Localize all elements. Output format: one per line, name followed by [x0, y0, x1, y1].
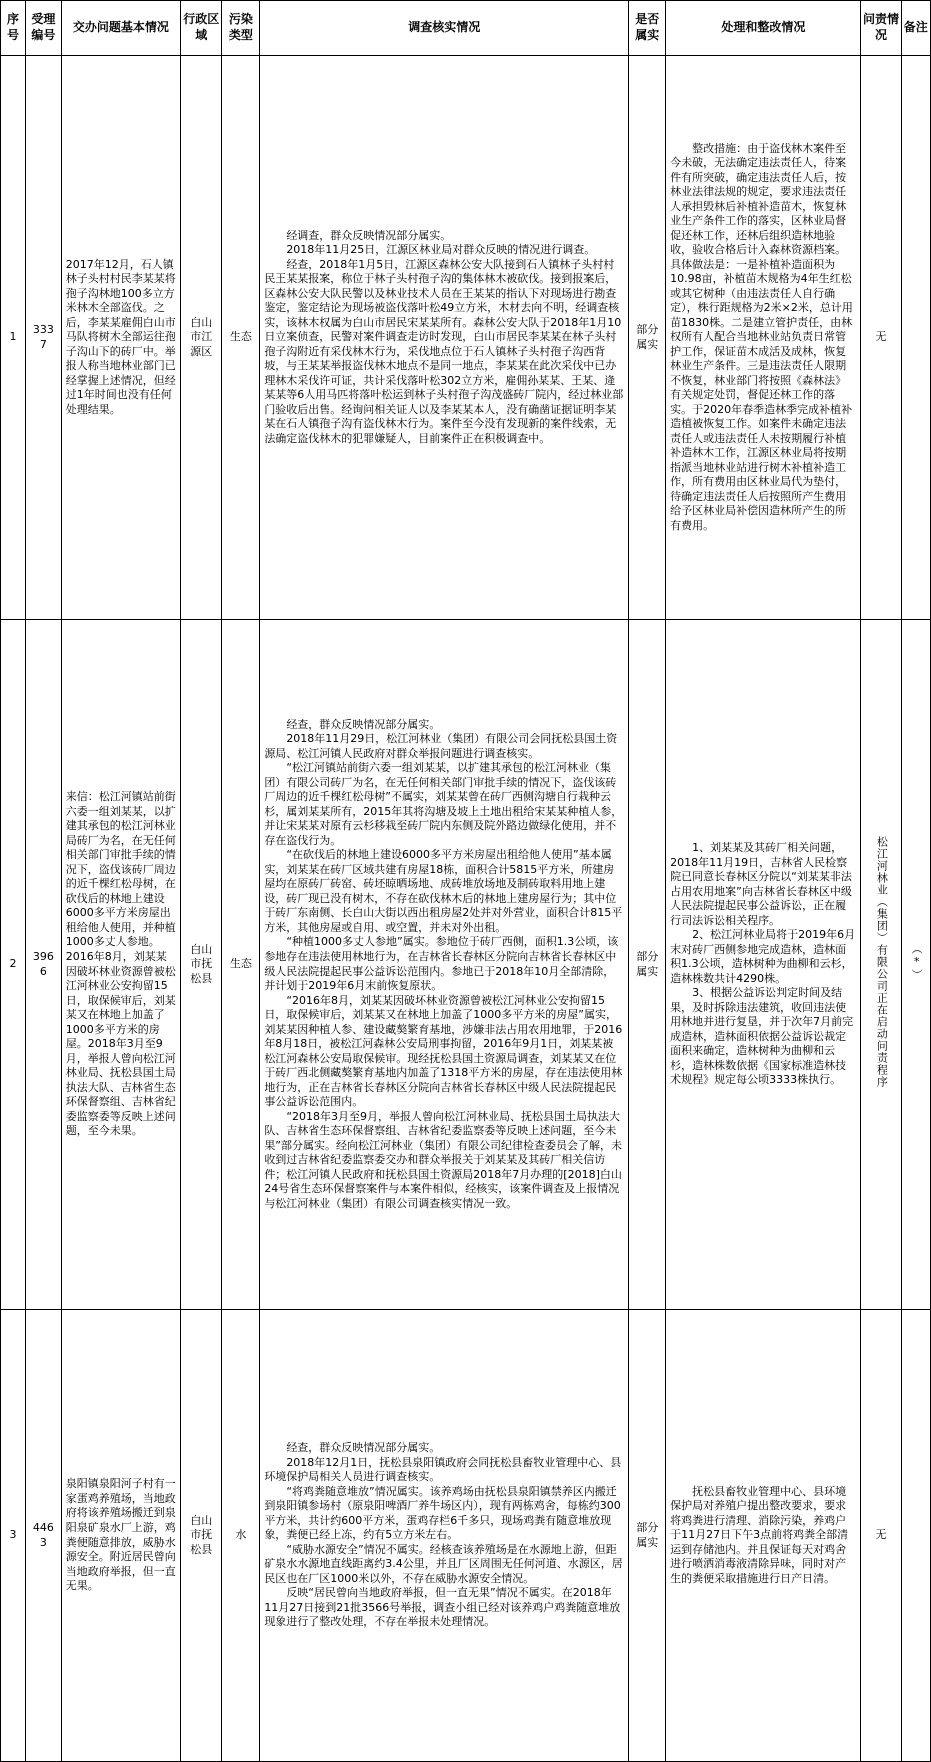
cell-investigation — [260, 56, 629, 620]
header-seq: 序号 — [1, 1, 26, 56]
cell-remarks — [901, 56, 930, 620]
header-remarks: 备注 — [901, 1, 930, 56]
header-row — [1, 1, 931, 56]
header-investigation: 调查核实情况 — [260, 1, 629, 56]
cell-issue — [61, 1310, 180, 1762]
header-id: 受理编号 — [25, 1, 61, 56]
cell-id: 4463 — [25, 1310, 61, 1762]
cell-id: 3966 — [25, 620, 61, 1310]
accountability-text: 松江河林业（集团）有限公司正在启动问责程序 — [875, 836, 889, 1089]
investigation-paragraph: 反映“居民曾向当地政府举报，但一直无果”情况不属实。在2018年11月27日接到21批3566号举报，调查小组已经对该养鸡户鸡粪随意堆放现象进行了整改处理，不存在举报未处理情况。 — [264, 1586, 621, 1629]
investigation-paragraph: 经调查，群众反映情况部分属实。 — [286, 228, 452, 242]
cell-seq: 2 — [1, 620, 26, 1310]
cell-verified: 部分属实 — [629, 1310, 666, 1762]
investigation-paragraph: 经查，2018年1月5日，江源区森林公安大队接到石人镇林子头村村民王某某报案，称位于林子头村孢子沟的集体林木被砍伐。接到报案后，区森林公安大队民警以及林业技术人员在王某某的指认下对现场进行勘查鉴定，鉴定结论为现场被盗伐落叶松49立方米，木材去向不明，经调查核实，该林木权属为白山市居民宋某某所有。森林公安大队于2018年1月10日立案侦查，民警对案件调查走访时发现，白山市居民李某某在林子头村孢子沟附近有采伐林木行为，采伐地点位于石人镇林子头村孢子沟西背坡，与王某某举报盗伐林木地点不是同一地点，李某某在此次采伐中已办理林木采伐许可证，共计采伐落叶松302立方米，雇佣孙某某、王某、逄某某等6人用马匹将落叶松运到林子头村孢子沟茂盛砖厂院内，经过林业部门验收后出售。经询问相关证人以及李某某本人，没有确凿证据证明李某某在石人镇孢子沟有盗伐林木行为。案件至今没有发现新的案件线索，无法确定盗伐林木的犯罪嫌疑人，目前案件正在积极调查中。 — [264, 257, 624, 445]
cell-pollution: 生态 — [222, 620, 260, 1310]
handling-text: 抚松县畜牧业管理中心、县环境保护局对养殖户提出整改要求，要求将鸡粪进行清理、消除污染，养鸡户于11月27日下午3点前将鸡粪全部清运到存储池内。并且保证每天对鸡舍进行喷洒消毒液清除异味，同时对产生的粪便采取措施进行日产日清。 — [670, 1484, 849, 1585]
investigation-paragraph: “松江河镇站前街六委一组刘某某，以扩建其承包的松江河林业（集团）有限公司砖厂为名，在无任何相关部门审批手续的情况下，盗伐该砖厂周边的近千棵红松母树”不属实，刘某某曾在砖厂西侧沟塘自行栽种云杉，属刘某某所有，2015年其将沟塘及坡上土地出租给宋某某种植人参，并让宋某某对原有云杉移栽至砖厂院内东侧及院外路边做绿化使用，并不存在盗伐行为。 — [264, 761, 623, 847]
cell-handling — [666, 620, 861, 1310]
cell-accountability: 无 — [861, 1310, 901, 1762]
issue-text: 2017年12月，石人镇林子头村村民李某某将孢子沟林地100多立方米林木全部盗伐。之后，李某某雇佣白山市马队将树木全部运往孢子沟山下的砖厂中。举报人称当地林业部门已经掌握上述情况，但经过1年时间也没有任何处理结果。 — [65, 257, 176, 416]
header-handling: 处理和整改情况 — [666, 1, 861, 56]
cell-investigation — [260, 1310, 629, 1762]
cell-region: 白山市抚松县 — [181, 1310, 222, 1762]
issue-text: 来信：松江河镇站前街六委一组刘某某，以扩建其承包的松江河林业局砖厂为名，在无任何相关部门审批手续的情况下，盗伐该砖厂周边的近千棵红松母树，在砍伐后的林地上建设6000多平方米房屋出租给他人使用，并种植1000多丈人参地。2016年8月，刘某某因破坏林业资源曾被松江河林业公安拘留15日，取保候审后，刘某某又在林地上加盖了1000多平方米的房屋。2018年3月至9月，举报人曾向松江河林业局、抚松县国土局执法大队、吉林省生态环保督察组、吉林省纪委监察委等反映上述问题，至今未果。 — [65, 790, 176, 1138]
cell-seq: 3 — [1, 1310, 26, 1762]
cell-handling — [666, 56, 861, 620]
cell-issue — [61, 620, 180, 1310]
header-accountability: 问责情况 — [861, 1, 901, 56]
header-pollution: 污染类型 — [222, 1, 260, 56]
cell-id: 3337 — [25, 56, 61, 620]
cell-handling — [666, 1310, 861, 1762]
cell-remarks — [901, 620, 930, 1310]
remarks-text: （*） — [910, 943, 924, 982]
investigation-paragraph: “在砍伐后的林地上建设6000多平方米房屋出租给他人使用”基本属实，刘某某在砖厂区域共建有房屋18栋，面积合计5815平方米，所建房屋均在原砖厂砖窑、砖坯晾晒场地、成砖堆放场地及制砖取料用地上建设，砖厂现已没有树木，不存在砍伐林木后的林地上建房屋行为；其中位于砖厂东南侧、长白山大街以西出租房屋2处并对外营业，面积合计815平方米，其他房屋或自用、或空置，并未对外出租。 — [264, 848, 623, 934]
table-row — [1, 1310, 931, 1762]
cell-accountability: 无 — [861, 56, 901, 620]
investigation-paragraph: “种植1000多丈人参地”属实。参地位于砖厂西侧，面积1.3公顷，该参地存在违法使用林地行为，在吉林省长春林区分院向吉林省长春林区中级人民法院提起民事公益诉讼范围内。参地已于2018年10月全部清除，并计划于2019年6月末前恢复原状。 — [264, 935, 619, 993]
cell-verified: 部分属实 — [629, 620, 666, 1310]
cell-pollution: 水 — [222, 1310, 260, 1762]
investigation-paragraph: “将鸡粪随意堆放”情况属实。该养鸡场由抚松县泉阳镇禁养区内搬迁到泉阳镇参场村（原泉阳啤酒厂养牛场区内），现有两栋鸡舍，每栋约300平方米，共计约600平方米，蛋鸡存栏6千多只，现场鸡粪有随意堆放现象，粪便已经上冻，约有5立方米左右。 — [264, 1484, 621, 1542]
cell-remarks — [901, 1310, 930, 1762]
investigation-paragraph: 2018年12月1日，抚松县泉阳镇政府会同抚松县畜牧业管理中心、县环境保护局相关人员进行调查核实。 — [264, 1455, 622, 1484]
investigation-paragraph: 经查，群众反映情况部分属实。 — [286, 717, 441, 731]
cell-region: 白山市抚松县 — [181, 620, 222, 1310]
handling-paragraph: 3、根据公益诉讼判定时间及结果，及时拆除违法建筑，收回违法使用林地并进行复垦，并于次年7月前完成造林，造林面积依据公益诉讼裁定面积来确定，造林树种为曲柳和云杉，造林株数依据《国家标准造林技术规程》规定每公顷3333株执行。 — [670, 986, 854, 1087]
cell-pollution: 生态 — [222, 56, 260, 620]
handling-paragraph: 1、刘某某及其砖厂相关问题，2018年11月19日，吉林省人民检察院已同意长春林区分院以“刘某某非法占用农用地案”向吉林省长春林区中级人民法院提起民事公益诉讼，正在履行司法诉讼相关程序。 — [670, 841, 852, 927]
investigation-paragraph: “威胁水源安全”情况不属实。经核查该养殖场是在水源地上游，但距矿泉水水源地直线距离约3.4公里，并且厂区周围无任何河道、水源区，居民区也在厂区1000米以外，不存在威胁水源安全情况。 — [264, 1542, 623, 1585]
cell-seq: 1 — [1, 56, 26, 620]
handling-text: 整改措施：由于盗伐林木案件至今未破，无法确定违法责任人，待案件有所突破，确定违法责任人后，按林业法律法规的规定，要求违法责任人承担毁林后补植补造苗木，恢复林业生产条件工作的落实，区林业局督促还林工作，还林后组织造林地验收，验收合格后计入森林资源档案。具体做法是：一是补植补造面积为10.98亩，补植苗木规格为4年生红松或其它树种（由违法责任人自行确定），株行距规格为2米×2米，总计用苗1830株。二是建立管护责任，由林权所有人配合当地林业站负责日常管护工作，保证苗木成活及成林，恢复林业生产条件。三是违法责任人限期不恢复，林业部门将按照《森林法》有关规定处罚，督促还林工作的落实。于2020年春季造林季完成补植补造植被恢复工作。如案件未确定违法责任人或违法责任人未按期履行补植补造林木工作，江源区林业局将按期指派当地林业站进行树木补植补造工作，所有费用由区林业局代为垫付，待确定违法责任人后按照所产生费用给予区林业局补偿因造林所产生的所有费用。 — [670, 141, 853, 532]
cell-investigation — [260, 620, 629, 1310]
cell-accountability — [861, 620, 901, 1310]
investigation-paragraph: 2018年11月25日，江源区林业局对群众反映的情况进行调查。 — [286, 243, 596, 257]
header-region: 行政区域 — [181, 1, 222, 56]
cell-region: 白山市江源区 — [181, 56, 222, 620]
header-issue: 交办问题基本情况 — [61, 1, 180, 56]
cell-issue — [61, 56, 180, 620]
handling-paragraph: 2、松江河林业局将于2019年6月末对砖厂西侧参地完成造林，造林面积1.3公顷，造林树种为曲柳和云杉，造林株数共计4290株。 — [670, 928, 856, 985]
investigation-paragraph: 2018年11月29日，松江河林业（集团）有限公司会同抚松县国土资源局、松江河镇人民政府对群众举报问题进行调查核实。 — [264, 732, 618, 760]
header-verified: 是否属实 — [629, 1, 666, 56]
investigation-paragraph: “2018年3月至9月，举报人曾向松江河林业局、抚松县国土局执法大队、吉林省生态环保督察组、吉林省纪委监察委等反映上述问题，至今未果”部分属实。经向松江河林业（集团）有限公司纪律检查委员会了解，未收到过吉林省纪委监察委交办和群众举报关于刘某某及其砖厂相关信访件；松江河镇人民政府和抚松县国土资源局2018年7月办理的[2018]白山24号省生态环保督察案件与本案件相似，经核实，该案件调查及上报情况与松江河林业（集团）有限公司调查核实情况一致。 — [264, 1109, 623, 1210]
table-row — [1, 56, 931, 620]
investigation-paragraph: 经查，群众反映情况部分属实。 — [286, 1441, 441, 1455]
investigation-paragraph: “2016年8月，刘某某因破坏林业资源曾被松江河林业公安拘留15日，取保候审后，刘某某又在林地上加盖了1000多平方米的房屋”属实，刘某某因种植人参、建设藏獒繁育基地，涉嫌非法占用农用地罪，于2016年8月18日，被松江河森林公安局刑事拘留，2016年9月1日，刘某某被松江河森林公安局取保候审。现经抚松县国土资源局调查，刘某某又在位于砖厂西北侧藏獒繁育基地内加盖了1318平方米的房屋，存在违法使用林地行为，正在吉林省长春林区分院向吉林省长春林区中级人民法院提起民事公益诉讼范围内。 — [264, 993, 623, 1109]
cell-verified: 部分属实 — [629, 56, 666, 620]
table-row — [1, 620, 931, 1310]
issue-text: 泉阳镇泉阳河子村有一家蛋鸡养殖场，当地政府将该养殖场搬迁到泉阳泉矿泉水厂上游，鸡粪便随意排放，威胁水源安全。附近居民曾向当地政府举报，但一直无果。 — [65, 1477, 176, 1593]
